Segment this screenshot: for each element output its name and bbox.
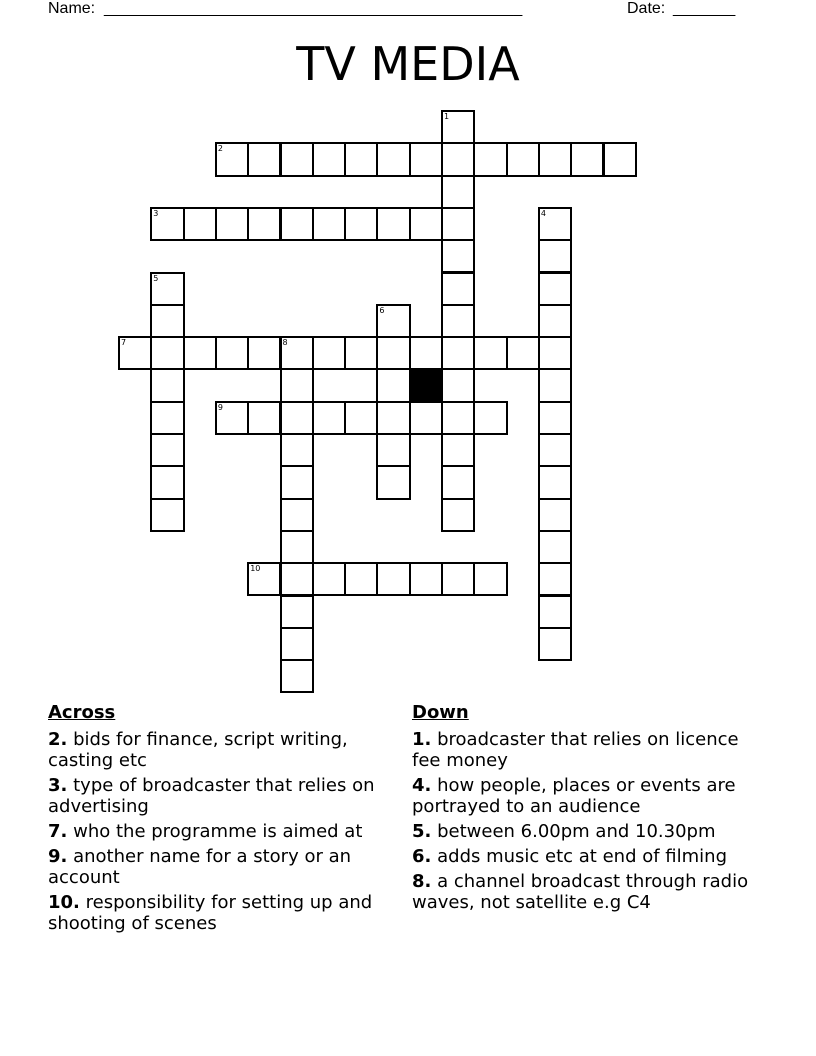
crossword-cell[interactable] [344, 207, 378, 241]
crossword-cell[interactable] [183, 336, 217, 370]
across-heading: Across [48, 702, 116, 723]
clue-number: 8. [412, 871, 432, 892]
crossword-cell[interactable] [538, 562, 572, 596]
clue-text: responsibility for setting up and shooting of scenes [48, 892, 373, 934]
crossword-cell[interactable] [344, 401, 378, 435]
crossword-cell[interactable] [344, 336, 378, 370]
crossword-cell[interactable] [538, 207, 572, 241]
date-field[interactable]: _______ [673, 0, 736, 17]
crossword-cell[interactable] [150, 498, 184, 532]
clue-number: 3. [48, 775, 68, 796]
crossword-cell[interactable] [376, 465, 410, 499]
crossword-cell[interactable] [150, 368, 184, 402]
crossword-cell[interactable] [280, 530, 314, 564]
crossword-cell[interactable] [280, 659, 314, 693]
crossword-cell[interactable] [441, 401, 475, 435]
crossword-cell[interactable] [603, 142, 637, 176]
crossword-cell[interactable] [441, 110, 475, 144]
crossword-cell[interactable] [280, 401, 314, 435]
clue-number-label: 3 [153, 208, 159, 218]
clue-number-label: 9 [217, 402, 223, 412]
clue-down-1 [412, 729, 762, 771]
crossword-cell[interactable] [215, 336, 249, 370]
crossword-cell[interactable] [215, 142, 249, 176]
crossword-cell[interactable] [247, 562, 281, 596]
crossword-cell[interactable] [441, 498, 475, 532]
clue-number-label: 2 [217, 144, 223, 154]
crossword-cell[interactable] [280, 465, 314, 499]
name-label: Name: [48, 0, 96, 17]
crossword-cell[interactable] [376, 433, 410, 467]
crossword-cell[interactable] [473, 562, 507, 596]
clue-number: 6. [412, 846, 432, 867]
crossword-cell[interactable] [441, 207, 475, 241]
crossword-cell[interactable] [376, 368, 410, 402]
clue-across-9 [48, 846, 398, 888]
crossword-cell[interactable] [312, 142, 346, 176]
crossword-cell[interactable] [473, 401, 507, 435]
crossword-cell[interactable] [538, 239, 572, 273]
crossword-cell[interactable] [247, 401, 281, 435]
crossword-cell[interactable] [506, 142, 540, 176]
crossword-cell[interactable] [280, 433, 314, 467]
clue-text: who the programme is aimed at [73, 821, 363, 842]
clue-number-label: 4 [540, 208, 546, 218]
crossword-cell[interactable] [280, 336, 314, 370]
crossword-cell[interactable] [280, 498, 314, 532]
crossword-cell[interactable] [441, 368, 475, 402]
clue-number: 7. [48, 821, 68, 842]
crossword-cell[interactable] [441, 336, 475, 370]
clue-text: adds music etc at end of filming [437, 846, 727, 867]
clue-number: 10. [48, 892, 80, 913]
crossword-cell[interactable] [280, 627, 314, 661]
crossword-cell[interactable] [376, 207, 410, 241]
crossword-cell[interactable] [538, 401, 572, 435]
crossword-cell[interactable] [247, 207, 281, 241]
crossword-cell[interactable] [312, 562, 346, 596]
crossword-cell[interactable] [150, 433, 184, 467]
crossword-cell[interactable] [409, 336, 443, 370]
clue-across-2 [48, 729, 398, 771]
crossword-cell[interactable] [150, 272, 184, 306]
crossword-cell[interactable] [538, 498, 572, 532]
clue-down-4 [412, 775, 762, 817]
crossword-cell[interactable] [150, 401, 184, 435]
clue-number: 1. [412, 729, 432, 750]
crossword-cell[interactable] [150, 336, 184, 370]
clue-text: broadcaster that relies on licence fee money [412, 729, 739, 771]
crossword-cell[interactable] [150, 465, 184, 499]
crossword-cell[interactable] [376, 336, 410, 370]
crossword-cell[interactable] [538, 433, 572, 467]
crossword-cell[interactable] [473, 142, 507, 176]
crossword-cell[interactable] [280, 368, 314, 402]
crossword-cell[interactable] [183, 207, 217, 241]
clue-down-8 [412, 871, 762, 913]
clue-down-6 [412, 846, 762, 867]
crossword-cell[interactable] [441, 465, 475, 499]
clue-number-label: 7 [121, 338, 127, 348]
crossword-cell[interactable] [538, 368, 572, 402]
clue-across-7 [48, 821, 398, 842]
crossword-cell[interactable] [441, 272, 475, 306]
crossword-cell[interactable] [409, 401, 443, 435]
crossword-cell[interactable] [441, 433, 475, 467]
crossword-cell[interactable] [538, 465, 572, 499]
crossword-cell[interactable] [473, 336, 507, 370]
clue-number-label: 10 [250, 564, 261, 574]
clue-number-label: 5 [153, 273, 159, 283]
crossword-cell[interactable] [376, 304, 410, 338]
crossword-cell[interactable] [409, 562, 443, 596]
clue-number: 2. [48, 729, 68, 750]
clue-text: a channel broadcast through radio waves, not satellite e.g C4 [412, 871, 749, 913]
crossword-cell[interactable] [150, 207, 184, 241]
crossword-cell[interactable] [280, 562, 314, 596]
down-heading: Down [412, 702, 469, 723]
clue-text: between 6.00pm and 10.30pm [437, 821, 716, 842]
page-title: TV MEDIA [296, 37, 520, 91]
crossword-cell[interactable] [215, 207, 249, 241]
crossword-cell[interactable] [538, 142, 572, 176]
crossword-cell[interactable] [538, 272, 572, 306]
clue-number-label: 8 [282, 338, 288, 348]
crossword-cell[interactable] [409, 142, 443, 176]
clue-down-5 [412, 821, 762, 842]
crossword-cell[interactable] [538, 304, 572, 338]
crossword-cell[interactable] [376, 562, 410, 596]
crossword-cell[interactable] [570, 142, 604, 176]
date-label: Date: [627, 0, 666, 17]
crossword-cell[interactable] [312, 336, 346, 370]
black-square [409, 368, 443, 402]
clue-number-label: 1 [444, 112, 450, 121]
clue-text: type of broadcaster that relies on advertising [48, 775, 375, 817]
crossword-cell[interactable] [280, 207, 314, 241]
crossword-cell[interactable] [441, 304, 475, 338]
clue-text: how people, places or events are portrayed to an audience [412, 775, 736, 817]
crossword-cell[interactable] [538, 530, 572, 564]
crossword-cell[interactable] [441, 142, 475, 176]
across-clues [48, 702, 398, 938]
clue-text: another name for a story or an account [48, 846, 352, 888]
clue-across-10 [48, 892, 398, 934]
crossword-cell[interactable] [376, 401, 410, 435]
clue-across-3 [48, 775, 398, 817]
clue-number: 5. [412, 821, 432, 842]
name-field[interactable]: _______________________________________________ [104, 0, 523, 17]
crossword-cell[interactable] [215, 401, 249, 435]
crossword-cell[interactable] [247, 142, 281, 176]
crossword-cell[interactable] [118, 336, 152, 370]
crossword-cell[interactable] [312, 401, 346, 435]
crossword-cell[interactable] [280, 142, 314, 176]
down-clues [412, 702, 762, 917]
clue-number-label: 6 [379, 305, 385, 315]
crossword-cell[interactable] [441, 562, 475, 596]
crossword-cell[interactable] [344, 142, 378, 176]
crossword-cell[interactable] [441, 239, 475, 273]
crossword-cell[interactable] [280, 595, 314, 629]
crossword-cell[interactable] [247, 336, 281, 370]
crossword-cell[interactable] [441, 175, 475, 209]
clue-number: 4. [412, 775, 432, 796]
crossword-cell[interactable] [538, 595, 572, 629]
crossword-cell[interactable] [506, 336, 540, 370]
crossword-cell[interactable] [344, 562, 378, 596]
crossword-cell[interactable] [376, 142, 410, 176]
crossword-cell[interactable] [538, 627, 572, 661]
crossword-cell[interactable] [538, 336, 572, 370]
clue-text: bids for finance, script writing, casting etc [48, 729, 348, 771]
crossword-cell[interactable] [150, 304, 184, 338]
crossword-cell[interactable] [409, 207, 443, 241]
crossword-cell[interactable] [312, 207, 346, 241]
clue-number: 9. [48, 846, 68, 867]
